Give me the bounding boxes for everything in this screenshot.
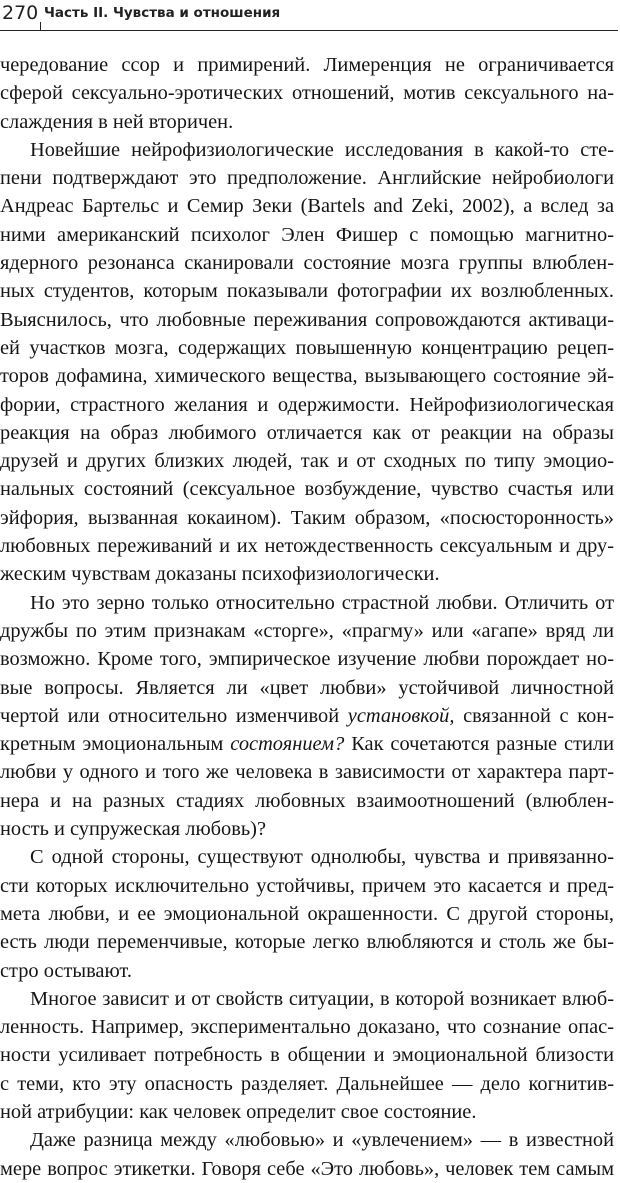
text-segment: кретным эмоциональным (0, 733, 231, 756)
text-segment: Как сочетаются разные стили (344, 733, 614, 756)
text-line: ность и супружеская любовь)? (0, 818, 267, 841)
text-line: торов дофамина, химического вещества, вызывающего состояние эй- (0, 365, 614, 388)
text-line: сти которых исключительно устойчивы, причем это касается и пред- (0, 874, 614, 897)
text-line: дружбы по этим признакам «сторге», «прагму» или «агапе» вряд ли (0, 619, 614, 642)
text-line: фории, страстного желания и одержимости. Нейрофизиологическая (0, 393, 614, 416)
text-line: жеским чувствам доказаны психофизиологически. (0, 563, 440, 586)
text-line: вые вопросы. Является ли «цвет любви» устойчивой личностной (0, 676, 614, 699)
text-line: сферой сексуально-эротических отношений, мотив сексуального на- (0, 82, 614, 105)
text-line: Даже разница между «любовью» и «увлечением» — в известной (30, 1129, 614, 1152)
text-line: эйфория, вызванная кокаином). Таким образом, «посюсторонность» (0, 506, 614, 529)
text-line (0, 730, 614, 758)
text-line: возможно. Кроме того, эмпирическое изучение любви порождает но- (0, 648, 614, 671)
text-line: ных студентов, которым показывали фотографии их возлюбленных. (0, 280, 614, 303)
italic-term: состоянием? (230, 733, 345, 756)
text-line: Многое зависит и от свойств ситуации, в которой возникает влюб- (30, 987, 614, 1010)
text-line: стро остывают. (0, 959, 132, 982)
header-rule (0, 30, 618, 31)
text-line: Андреас Бартельс и Семир Зеки (Bartels and Zeki, 2002), а вслед за (0, 195, 614, 218)
page-header (0, 0, 620, 36)
text-line: ности усиливает потребность в общении и эмоциональной близости (0, 1044, 614, 1067)
text-line: Новейшие нейрофизиологические исследования в какой-то сте- (30, 138, 614, 161)
text-line: нальных состояний (сексуальное возбуждение, чувство счастья или (0, 478, 614, 501)
text-line: реакция на образ любимого отличается как от реакции на образы (0, 421, 614, 444)
body-text (0, 51, 614, 1183)
text-line: слаждения в ней вторичен. (0, 110, 234, 133)
text-line: любви у одного и того же человека в зависимости от характера парт- (0, 761, 614, 784)
text-line: ленность. Например, экспериментально доказано, что сознание опас- (0, 1016, 614, 1039)
text-line: пени подтверждают это предположение. Английские нейробиологи (0, 167, 614, 190)
text-line: ядерного резонанса сканировали состояние мозга группы влюблен- (0, 252, 614, 275)
text-line: ними американский психолог Элен Фишер с помощью магнитно- (0, 223, 614, 246)
page-number: 270 (2, 2, 39, 24)
italic-term: установкой, (347, 704, 455, 727)
text-line (0, 702, 614, 730)
text-line: любовных переживаний и их нетождественность сексуальным и дру- (0, 535, 614, 558)
text-segment: чертой или относительно изменчивой (0, 704, 348, 727)
text-line: ной атрибуции: как человек определит свое состояние. (0, 1100, 477, 1123)
text-line: чередование ссор и примирений. Лимеренция не ограничивается (0, 54, 614, 76)
text-line: есть люди переменчивые, которые легко влюбляются и столь же бы- (0, 931, 614, 954)
text-line: с теми, кто эту опасность разделяет. Дальнейшее — дело когнитив- (0, 1072, 614, 1095)
text-line: ей участков мозга, содержащих повышенную концентрацию рецеп- (0, 336, 614, 359)
text-line: нера и на разных стадиях любовных взаимоотношений (влюблен- (0, 789, 614, 812)
text-line: Выяснилось, что любовные переживания сопровождаются активаци- (0, 308, 614, 331)
text-line: С одной стороны, существуют однолюбы, чувства и привязанно- (30, 846, 614, 869)
text-line: мета любви, и ее эмоциональной окрашенности. С другой стороны, (0, 902, 614, 925)
running-head: Часть II. Чувства и отношения (44, 5, 281, 21)
text-line: Но это зерно только относительно страстной любви. Отличить от (30, 591, 614, 614)
text-line: друзей и других близких людей, так и от сходных по типу эмоцио- (0, 450, 614, 473)
text-line: мере вопрос этикетки. Говоря себе «Это любовь», человек тем самым (0, 1157, 614, 1180)
text-segment: связанной с кон- (454, 704, 615, 727)
